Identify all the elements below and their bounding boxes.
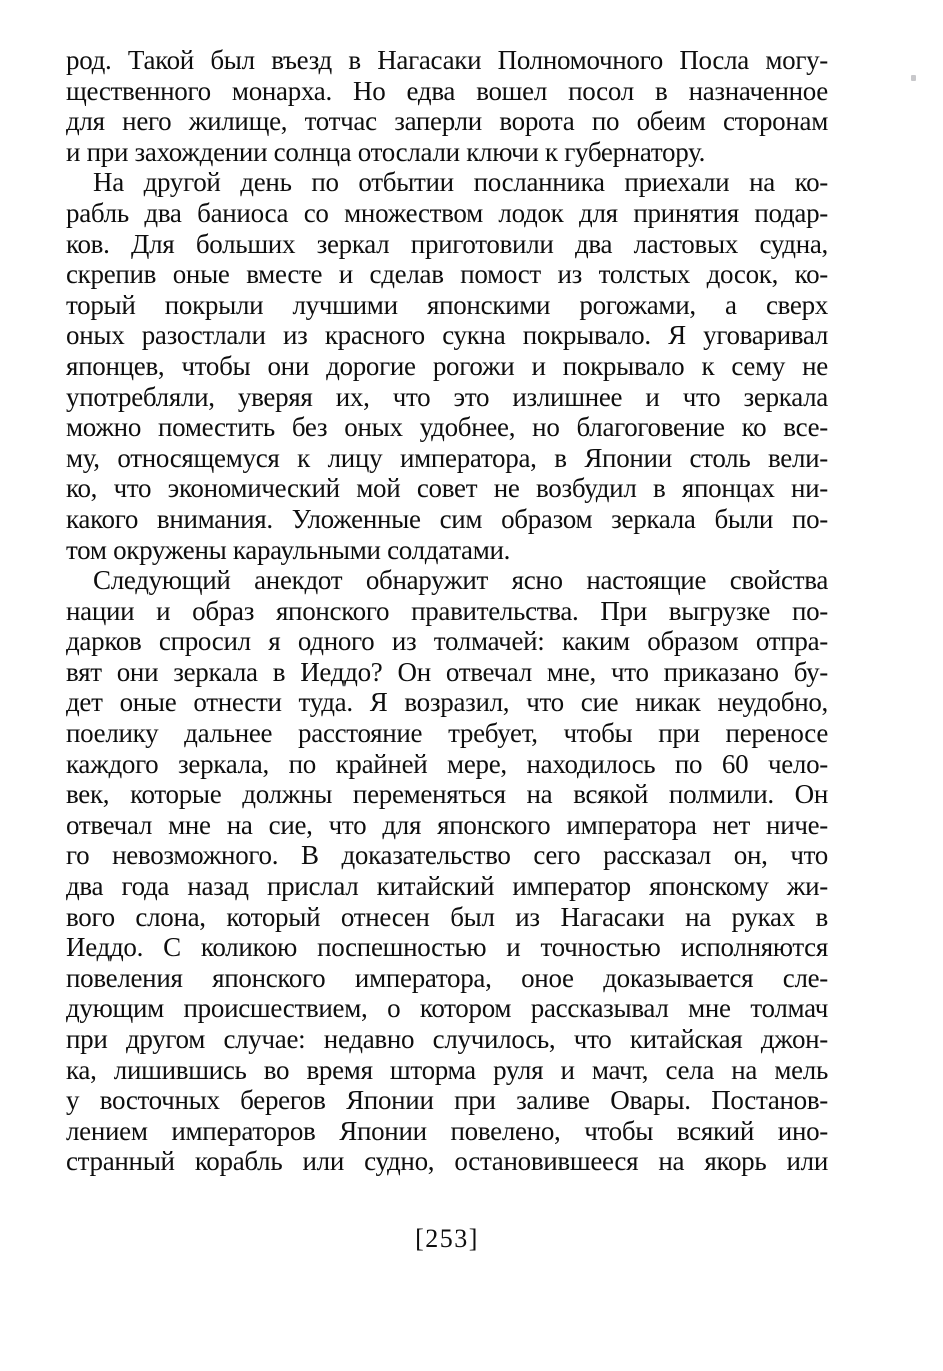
text-line: му, относящемуся к лицу императора, в Японии столь вели- (66, 442, 828, 473)
text-line: вого слона, который отнесен был из Нагасаки на руках в (66, 901, 828, 932)
text-line: и при захождении солнца отослали ключи к губернатору. (66, 136, 706, 167)
text-line: оных разостлали из красного сукна покрывало. Я уговаривал (66, 320, 828, 351)
text-line: при другом случае: недавно случилось, что китайская джон- (66, 1024, 828, 1054)
text-line: у восточных берегов Японии при заливе Овары. Постанов- (66, 1085, 828, 1116)
text-line: для него жилище, тотчас заперли ворота по обеим сторонам (66, 106, 828, 137)
text-line: том окружены караульными солдатами. (66, 534, 511, 565)
text-line: го невозможного. В доказательство сего рассказал он, что (66, 840, 828, 871)
text-line: рабль два баниоса со множеством лодок для принятия подар- (66, 197, 828, 228)
text-line: каждого зеркала, по крайней мере, находилось по 60 чело- (66, 748, 828, 779)
text-line: вят они зеркала в Иеддо? Он отвечал мне, что приказано бу- (66, 656, 828, 687)
page-number (66, 1224, 828, 1254)
text-line: какого внимания. Уложенные сим образом зеркала были по- (66, 503, 828, 534)
text-line: дующим происшествием, о котором рассказывал мне толмач (66, 993, 828, 1024)
text-line: японцев, чтобы они дорогие рогожи и покрывало к сему не (66, 350, 828, 381)
text-line: торый покрыли лучшими японскими рогожами, а сверх (66, 289, 828, 320)
text-line: век, которые должны переменяться на всякой полмили. Он (66, 779, 828, 810)
scan-artifact-dot (911, 75, 916, 81)
text-line: лением императоров Японии повелено, чтобы всякий ино- (66, 1115, 828, 1146)
text-line: щественного монарха. Но едва вошел посол в назначенное (66, 75, 828, 106)
text-line: употребляли, уверяя их, что это излишнее и что зеркала (66, 381, 828, 412)
text-line: нации и образ японского правительства. При выгрузке по- (66, 595, 828, 626)
text-line: скрепив оные вместе и сделав помост из толстых досок, ко- (66, 259, 828, 290)
body-text (66, 45, 828, 1177)
text-line: можно поместить без оных удобнее, но благоговение ко все- (66, 412, 828, 443)
text-line: поелику дальнее расстояние требует, чтобы при переносе (66, 718, 828, 749)
text-line: отвечал мне на сие, что для японского императора нет ниче- (66, 809, 828, 840)
text-line: род. Такой был въезд в Нагасаки Полномочного Посла могу- (66, 45, 828, 75)
page-number-label: [253] (415, 1224, 479, 1253)
text-line: ков. Для больших зеркал приготовили два ластовых судна, (66, 228, 828, 259)
text-line: Иеддо. С коликою поспешностью и точностью исполняются (66, 932, 828, 963)
text-line: повеления японского императора, оное доказывается сле- (66, 962, 828, 993)
text-line: На другой день по отбытии посланника приехали на ко- (93, 167, 828, 198)
text-line: Следующий анекдот обнаружит ясно настоящие свойства (93, 565, 828, 596)
text-line: два года назад прислал китайский император японскому жи- (66, 871, 828, 902)
text-line: дет оные отнести туда. Я возразил, что сие никак неудобно, (66, 687, 828, 718)
text-line: странный корабль или судно, остановившееся на якорь или (66, 1146, 828, 1177)
text-line: ка, лишившись во время шторма руля и мачт, села на мель (66, 1054, 828, 1085)
text-line: дарков спросил я одного из толмачей: каким образом отпра- (66, 626, 828, 657)
text-line: ко, что экономический мой совет не возбудил в японцах ни- (66, 473, 828, 504)
